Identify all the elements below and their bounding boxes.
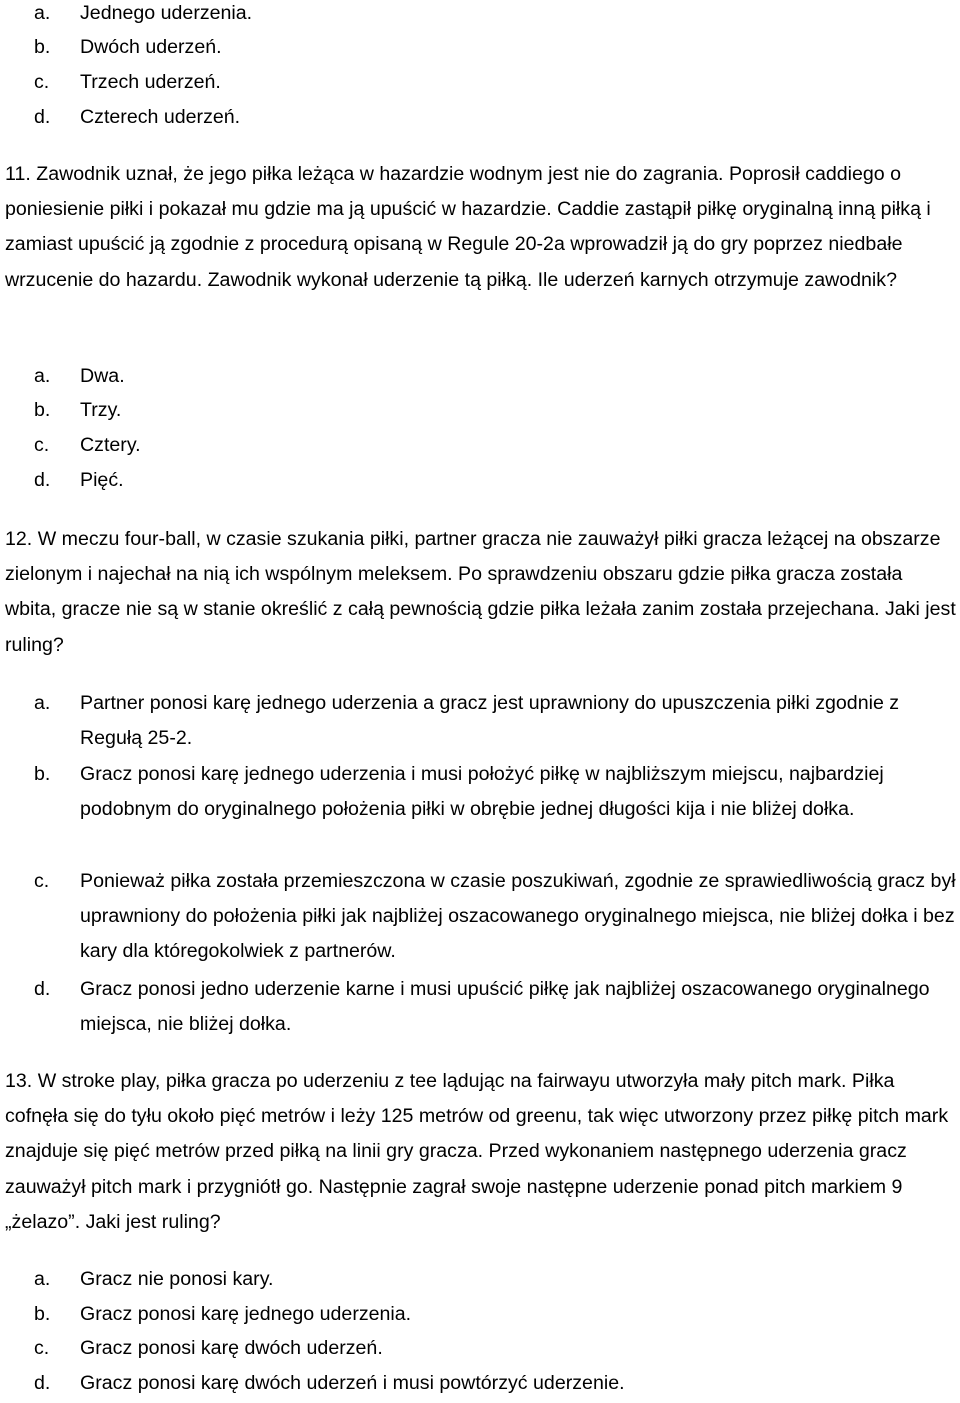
option-text: Partner ponosi karę jednego uderzenia a gracz jest uprawniony do upuszczenia piłki zgodnie z Regułą 25-2.	[80, 692, 900, 750]
option-text: Gracz ponosi karę jednego uderzenia.	[80, 1303, 412, 1325]
q10-option-d	[34, 100, 956, 135]
q11-question	[5, 157, 957, 298]
q13-option-b	[34, 1297, 956, 1332]
question-text: Zawodnik uznał, że jego piłka leżąca w hazardzie wodnym jest nie do zagrania. Poprosił caddiego o poniesienie piłki i pokazał mu gdzie ma ją upuścić w hazardzie. Caddie zastąpił piłkę oryginalną inną piłką i zamiast upuścić ją zgodnie z procedurą opisaną w Regule 20-2a wprowadził ją do gry poprzez niedbałe wrzucenie do hazardu. Zawodnik wykonał uderzenie tą piłką. Ile uderzeń karnych otrzymuje zawodnik?	[5, 163, 931, 291]
option-letter: c.	[34, 71, 50, 93]
q12-option-c	[34, 864, 956, 970]
option-text: Gracz nie ponosi kary.	[80, 1268, 274, 1290]
q11-option-d	[34, 463, 956, 498]
option-text: Gracz ponosi jedno uderzenie karne i musi upuścić piłkę jak najbliżej oszacowanego oryginalnego miejsca, nie bliżej dołka.	[80, 978, 930, 1036]
question-text: W meczu four-ball, w czasie szukania piłki, partner gracza nie zauważył piłki gracza leżącej na obszarze zielonym i najechał na nią ich wspólnym meleksem. Po sprawdzeniu obszaru gdzie piłka gracza została wbita, gracze nie są w stanie określić z całą pewnością gdzie piłka leżała zanim została przejechana. Jaki jest ruling?	[5, 528, 956, 656]
q13-option-c	[34, 1331, 956, 1366]
q12-option-a	[34, 686, 956, 756]
option-text: Trzech uderzeń.	[80, 71, 221, 93]
option-text: Ponieważ piłka została przemieszczona w czasie poszukiwań, zgodnie ze sprawiedliwością gracz był uprawniony do położenia piłki jak najbliżej oszacowanego oryginalnego miejsca, nie bliżej dołka i bez kary dla któregokolwiek z partnerów.	[80, 870, 956, 963]
question-number: 11.	[5, 163, 31, 185]
option-letter: d.	[34, 106, 51, 128]
option-letter: b.	[34, 36, 51, 58]
q11-option-c	[34, 428, 956, 463]
option-text: Pięć.	[80, 469, 124, 491]
option-letter: d.	[34, 469, 51, 491]
q10-option-b	[34, 30, 956, 65]
option-letter: a.	[34, 365, 51, 387]
q12-option-d	[34, 972, 956, 1042]
option-letter: d.	[34, 978, 51, 1000]
option-letter: a.	[34, 1268, 51, 1290]
q11-option-a	[34, 359, 956, 394]
option-text: Dwóch uderzeń.	[80, 36, 222, 58]
question-number: 13.	[5, 1070, 33, 1092]
option-text: Cztery.	[80, 434, 141, 456]
q10-option-a	[34, 0, 956, 31]
option-letter: b.	[34, 399, 51, 421]
q12-question	[5, 522, 957, 663]
question-number: 12.	[5, 528, 33, 550]
q13-question	[5, 1064, 957, 1240]
option-text: Trzy.	[80, 399, 122, 421]
option-text: Jednego uderzenia.	[80, 2, 253, 24]
option-letter: a.	[34, 2, 51, 24]
option-text: Gracz ponosi karę dwóch uderzeń i musi powtórzyć uderzenie.	[80, 1372, 625, 1394]
option-letter: d.	[34, 1372, 51, 1394]
q12-option-b	[34, 757, 956, 827]
option-text: Gracz ponosi karę jednego uderzenia i musi położyć piłkę w najbliższym miejscu, najbardziej podobnym do oryginalnego położenia piłki w obrębie jednej długości kija i nie bliżej dołka.	[80, 763, 884, 821]
option-text: Dwa.	[80, 365, 125, 387]
option-letter: c.	[34, 434, 50, 456]
option-letter: c.	[34, 1337, 50, 1359]
option-letter: c.	[34, 870, 50, 892]
q13-option-d	[34, 1366, 956, 1401]
q11-option-b	[34, 393, 956, 428]
question-text: W stroke play, piłka gracza po uderzeniu z tee lądując na fairwayu utworzyła mały pitch mark. Piłka cofnęła się do tyłu około pięć metrów i leży 125 metrów od greenu, tak więc utworzony przez piłkę pitch mark znajduje się pięć metrów przed piłką na linii gry gracza. Przed wykonaniem następnego uderzenia gracz zauważył pitch mark i przygniótł go. Następnie zagrał swoje następne uderzenie ponad pitch markiem 9 „żelazo”. Jaki jest ruling?	[5, 1070, 949, 1233]
option-text: Czterech uderzeń.	[80, 106, 241, 128]
option-letter: b.	[34, 1303, 51, 1325]
q10-option-c	[34, 65, 956, 100]
option-text: Gracz ponosi karę dwóch uderzeń.	[80, 1337, 383, 1359]
q13-option-a	[34, 1262, 956, 1297]
option-letter: b.	[34, 763, 51, 785]
option-letter: a.	[34, 692, 51, 714]
